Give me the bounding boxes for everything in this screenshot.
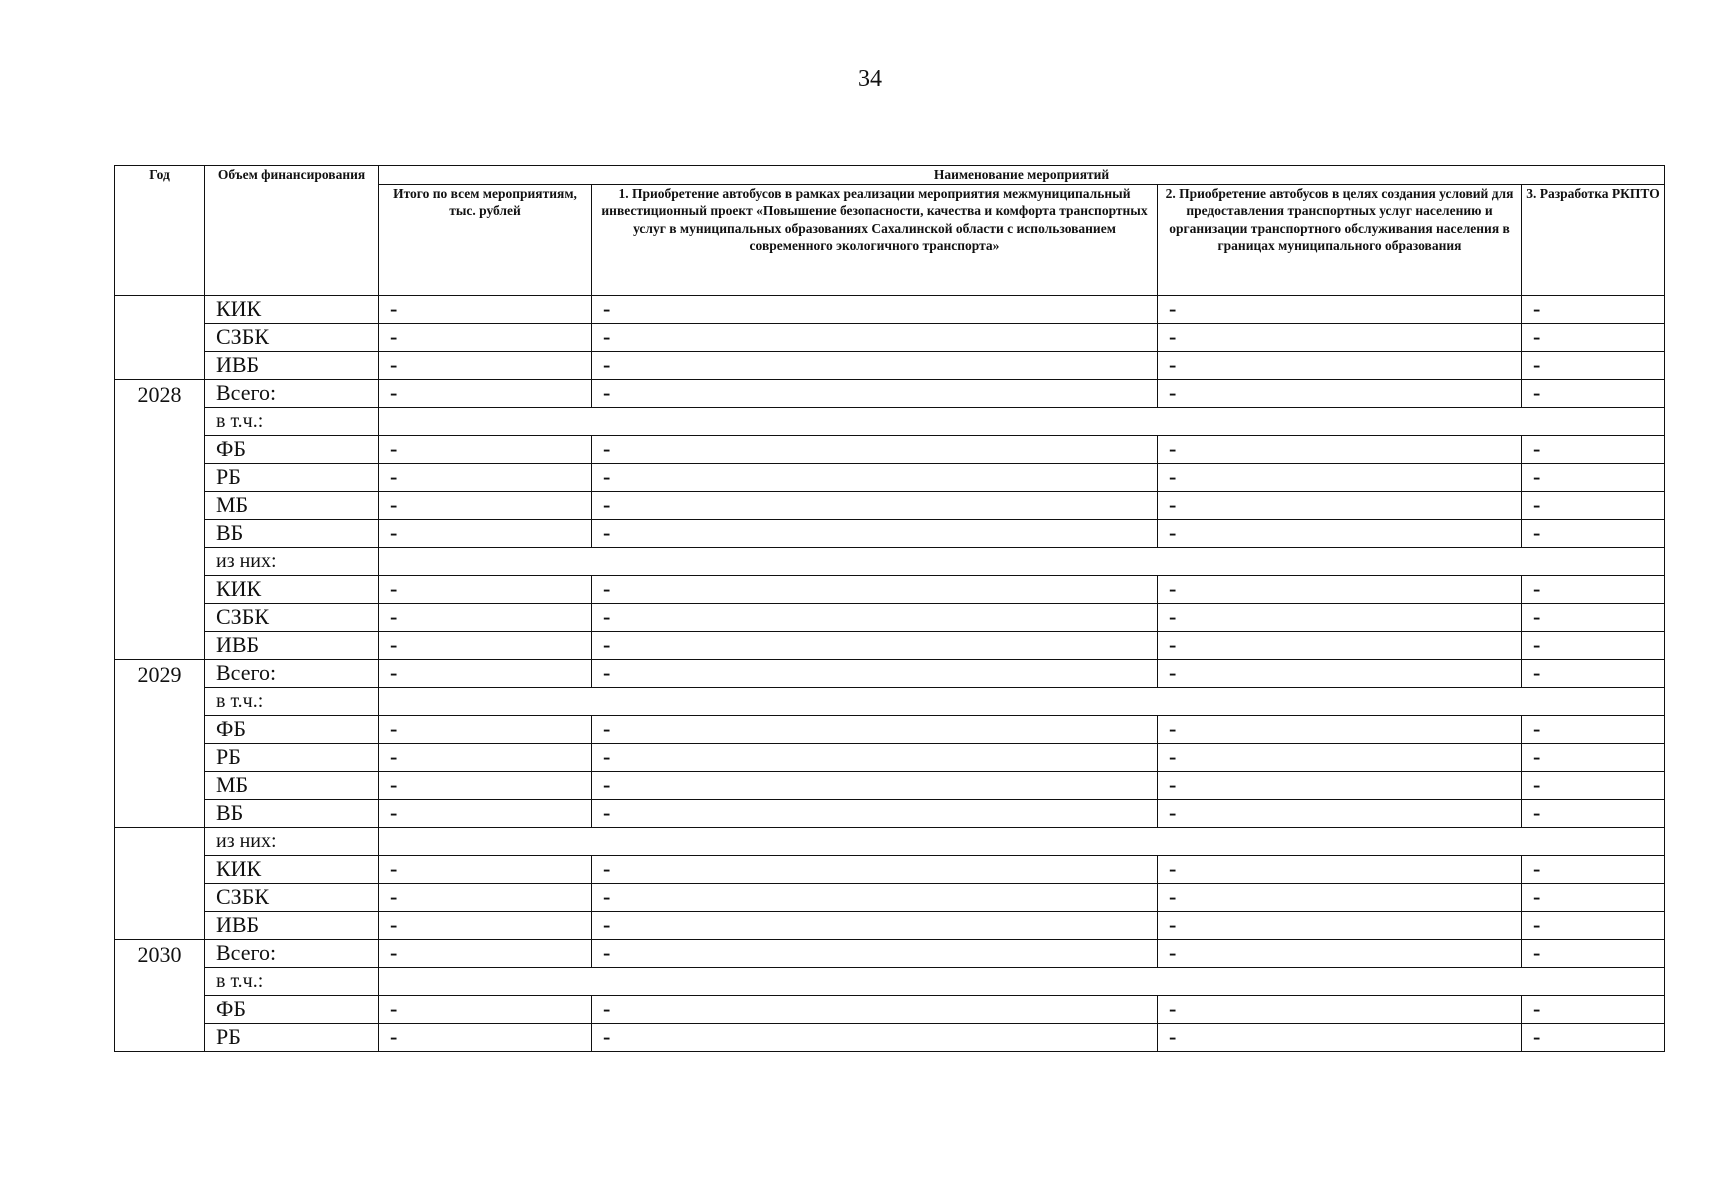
- event-3-value: -: [1522, 519, 1665, 547]
- total-value: -: [379, 379, 592, 407]
- financing-source-label: КИК: [205, 855, 379, 883]
- table-row: [115, 715, 1665, 743]
- total-value: -: [379, 463, 592, 491]
- financing-source-label: РБ: [205, 743, 379, 771]
- table-row: [115, 379, 1665, 407]
- event-3-value: -: [1522, 575, 1665, 603]
- financing-source-label: в т.ч.:: [205, 687, 379, 715]
- event-3-value: -: [1522, 799, 1665, 827]
- table-row: [115, 603, 1665, 631]
- total-value: -: [379, 855, 592, 883]
- financing-source-label: Всего:: [205, 659, 379, 687]
- financing-source-label: в т.ч.:: [205, 407, 379, 435]
- total-value: -: [379, 911, 592, 939]
- total-value: -: [379, 771, 592, 799]
- table-row: [115, 323, 1665, 351]
- financing-source-label: из них:: [205, 827, 379, 855]
- total-value: -: [379, 295, 592, 323]
- financing-source-label: в т.ч.:: [205, 967, 379, 995]
- empty-merged-cell: [379, 547, 1665, 575]
- empty-merged-cell: [379, 687, 1665, 715]
- event-1-value: -: [592, 603, 1158, 631]
- event-2-value: -: [1158, 995, 1522, 1023]
- table-row: [115, 463, 1665, 491]
- year-cell: 2028: [115, 379, 205, 659]
- financing-table: [114, 165, 1665, 1052]
- event-2-value: -: [1158, 855, 1522, 883]
- event-2-value: -: [1158, 1023, 1522, 1051]
- financing-source-label: СЗБК: [205, 323, 379, 351]
- event-2-value: -: [1158, 743, 1522, 771]
- event-1-value: -: [592, 435, 1158, 463]
- table-row: [115, 743, 1665, 771]
- event-3-value: -: [1522, 743, 1665, 771]
- table-row: [115, 1023, 1665, 1051]
- total-value: -: [379, 883, 592, 911]
- table-row: [115, 295, 1665, 323]
- event-1-value: -: [592, 799, 1158, 827]
- event-2-value: -: [1158, 295, 1522, 323]
- event-2-value: -: [1158, 911, 1522, 939]
- table-row: [115, 575, 1665, 603]
- event-3-value: -: [1522, 883, 1665, 911]
- empty-merged-cell: [379, 407, 1665, 435]
- total-value: -: [379, 659, 592, 687]
- table-row: [115, 491, 1665, 519]
- table-row: [115, 967, 1665, 995]
- event-1-value: -: [592, 659, 1158, 687]
- financing-source-label: ВБ: [205, 519, 379, 547]
- table-row: [115, 799, 1665, 827]
- event-3-value: -: [1522, 659, 1665, 687]
- total-value: -: [379, 351, 592, 379]
- event-3-value: -: [1522, 995, 1665, 1023]
- event-1-value: -: [592, 351, 1158, 379]
- table-header: [115, 166, 1665, 296]
- table-row: [115, 659, 1665, 687]
- event-1-value: -: [592, 379, 1158, 407]
- event-3-value: -: [1522, 603, 1665, 631]
- table-row: [115, 939, 1665, 967]
- table-row: [115, 771, 1665, 799]
- year-cell: 2030: [115, 939, 205, 1051]
- event-2-value: -: [1158, 939, 1522, 967]
- event-3-value: -: [1522, 911, 1665, 939]
- year-cell: [115, 295, 205, 379]
- event-2-value: -: [1158, 799, 1522, 827]
- event-3-value: -: [1522, 351, 1665, 379]
- financing-source-label: КИК: [205, 575, 379, 603]
- financing-source-label: СЗБК: [205, 883, 379, 911]
- header-event-3: 3. Разработка РКПТО: [1522, 184, 1665, 295]
- header-financing: Объем финансирования: [205, 166, 379, 296]
- financing-source-label: ФБ: [205, 715, 379, 743]
- total-value: -: [379, 1023, 592, 1051]
- financing-source-label: ВБ: [205, 799, 379, 827]
- header-event-1: 1. Приобретение автобусов в рамках реализации мероприятия межмуниципальный инвестиционный проект «Повышение безопасности, качества и комфорта транспортных услуг в муниципальных образованиях Сахалинской области с использованием современного экологичного транспорта»: [592, 184, 1158, 295]
- financing-source-label: РБ: [205, 463, 379, 491]
- header-events-title: Наименование мероприятий: [379, 166, 1665, 185]
- financing-source-label: ФБ: [205, 435, 379, 463]
- total-value: -: [379, 939, 592, 967]
- header-year: Год: [115, 166, 205, 296]
- table-body: [115, 295, 1665, 1051]
- event-1-value: -: [592, 323, 1158, 351]
- table-row: [115, 435, 1665, 463]
- empty-merged-cell: [379, 827, 1665, 855]
- event-3-value: -: [1522, 1023, 1665, 1051]
- table-row: [115, 911, 1665, 939]
- event-3-value: -: [1522, 491, 1665, 519]
- financing-source-label: РБ: [205, 1023, 379, 1051]
- event-3-value: -: [1522, 939, 1665, 967]
- financing-source-label: ИВБ: [205, 631, 379, 659]
- event-1-value: -: [592, 631, 1158, 659]
- event-3-value: -: [1522, 631, 1665, 659]
- year-cell: [115, 827, 205, 939]
- financing-source-label: ФБ: [205, 995, 379, 1023]
- event-1-value: -: [592, 883, 1158, 911]
- financing-source-label: МБ: [205, 771, 379, 799]
- event-1-value: -: [592, 911, 1158, 939]
- event-2-value: -: [1158, 883, 1522, 911]
- total-value: -: [379, 743, 592, 771]
- financing-source-label: МБ: [205, 491, 379, 519]
- table-row: [115, 351, 1665, 379]
- header-total: Итого по всем мероприятиям, тыс. рублей: [379, 184, 592, 295]
- event-2-value: -: [1158, 659, 1522, 687]
- total-value: -: [379, 799, 592, 827]
- event-3-value: -: [1522, 715, 1665, 743]
- event-2-value: -: [1158, 463, 1522, 491]
- empty-merged-cell: [379, 967, 1665, 995]
- event-1-value: -: [592, 771, 1158, 799]
- total-value: -: [379, 491, 592, 519]
- event-2-value: -: [1158, 379, 1522, 407]
- table-row: [115, 631, 1665, 659]
- event-1-value: -: [592, 939, 1158, 967]
- event-3-value: -: [1522, 379, 1665, 407]
- table-row: [115, 687, 1665, 715]
- table-row: [115, 883, 1665, 911]
- total-value: -: [379, 323, 592, 351]
- event-2-value: -: [1158, 715, 1522, 743]
- event-3-value: -: [1522, 855, 1665, 883]
- total-value: -: [379, 435, 592, 463]
- total-value: -: [379, 519, 592, 547]
- event-1-value: -: [592, 855, 1158, 883]
- financing-source-label: Всего:: [205, 379, 379, 407]
- event-2-value: -: [1158, 771, 1522, 799]
- event-2-value: -: [1158, 575, 1522, 603]
- financing-source-label: СЗБК: [205, 603, 379, 631]
- table-row: [115, 547, 1665, 575]
- event-1-value: -: [592, 463, 1158, 491]
- event-1-value: -: [592, 519, 1158, 547]
- total-value: -: [379, 575, 592, 603]
- event-2-value: -: [1158, 351, 1522, 379]
- table-row: [115, 855, 1665, 883]
- financing-source-label: КИК: [205, 295, 379, 323]
- event-1-value: -: [592, 995, 1158, 1023]
- financing-source-label: ИВБ: [205, 351, 379, 379]
- event-1-value: -: [592, 575, 1158, 603]
- year-cell: 2029: [115, 659, 205, 827]
- event-1-value: -: [592, 743, 1158, 771]
- total-value: -: [379, 715, 592, 743]
- event-2-value: -: [1158, 491, 1522, 519]
- event-3-value: -: [1522, 463, 1665, 491]
- event-2-value: -: [1158, 603, 1522, 631]
- total-value: -: [379, 603, 592, 631]
- event-2-value: -: [1158, 435, 1522, 463]
- financing-source-label: Всего:: [205, 939, 379, 967]
- event-1-value: -: [592, 1023, 1158, 1051]
- total-value: -: [379, 631, 592, 659]
- event-1-value: -: [592, 715, 1158, 743]
- table-row: [115, 407, 1665, 435]
- event-2-value: -: [1158, 631, 1522, 659]
- event-1-value: -: [592, 295, 1158, 323]
- table-row: [115, 827, 1665, 855]
- event-2-value: -: [1158, 519, 1522, 547]
- financing-source-label: из них:: [205, 547, 379, 575]
- event-3-value: -: [1522, 295, 1665, 323]
- event-2-value: -: [1158, 323, 1522, 351]
- financing-source-label: ИВБ: [205, 911, 379, 939]
- event-3-value: -: [1522, 771, 1665, 799]
- event-1-value: -: [592, 491, 1158, 519]
- event-3-value: -: [1522, 323, 1665, 351]
- total-value: -: [379, 995, 592, 1023]
- table-row: [115, 995, 1665, 1023]
- header-event-2: 2. Приобретение автобусов в целях создания условий для предоставления транспортных услуг населению и организации транспортного обслуживания населения в границах муниципального образования: [1158, 184, 1522, 295]
- event-3-value: -: [1522, 435, 1665, 463]
- table-row: [115, 519, 1665, 547]
- page-number: 34: [858, 66, 882, 92]
